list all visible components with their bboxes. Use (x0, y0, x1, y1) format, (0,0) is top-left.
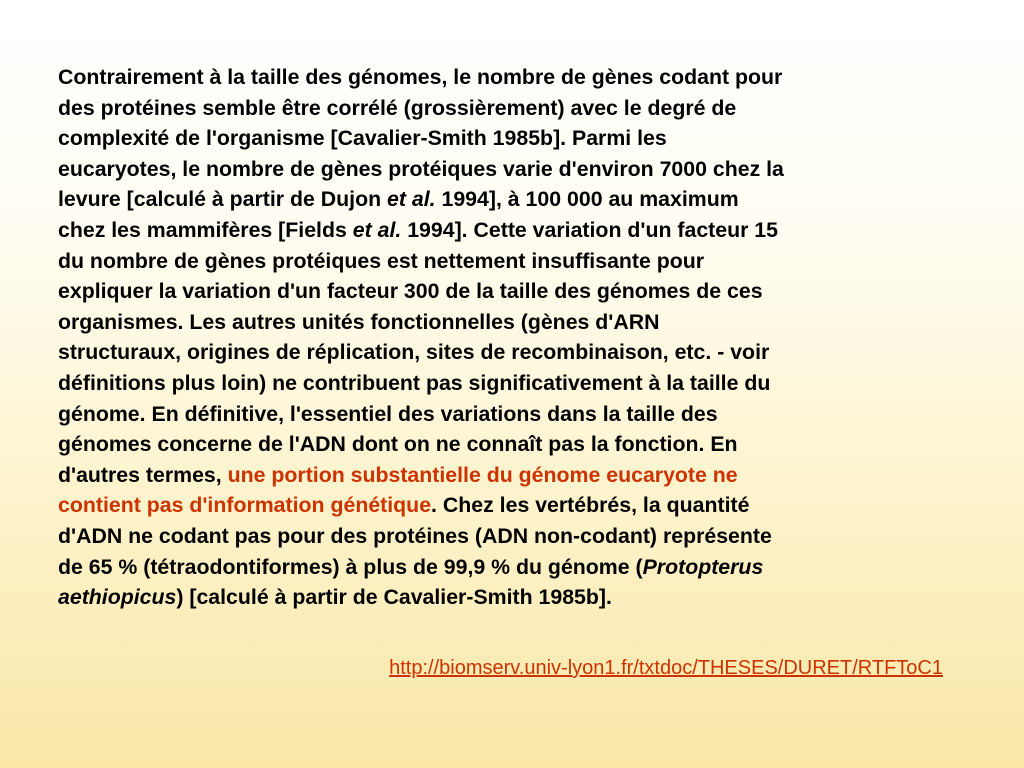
italic-citation: et al. (352, 217, 402, 242)
highlighted-statement: une portion substantielle du génome eucaryote ne contient pas d'information génétique (58, 462, 738, 518)
text-segment: 1994]. Cette variation d'un facteur 15 du nombre de gènes protéiques est nettement insuffisante pour expliquer la variation d'un facteur 300 de la taille des génomes de ces organismes. Les autres unités fonctionnelles (gènes d'ARN structuraux, origines de réplication, sites de recombinaison, etc. - voir définitions plus loin) ne contribuent pas significativement à la taille du génome. En définitive, l'essentiel des variations dans la taille des génomes concerne de l'ADN dont on ne connaît pas la fonction. En d'autres termes, (58, 217, 778, 487)
text-segment: 1994], à 100 000 au maximum chez les mammifères [Fields (58, 187, 739, 242)
text-segment: ) [calculé à partir de Cavalier-Smith 1985b]. (176, 585, 612, 610)
text-segment: Contrairement à la taille des génomes, le nombre de gènes codant pour des protéines semble être corrélé (grossièrement) avec le degré de complexité de l'organisme [Cavalier-Smith 1985b]. Parmi les eucaryotes, le nombre de gènes protéiques varie d'environ 7000 chez la levure [calculé à partir de Dujon (58, 65, 784, 212)
italic-citation: et al. (387, 187, 436, 212)
text-segment: . Chez les vertébrés, la quantité d'ADN ne codant pas pour des protéines (ADN non-codant) représente de 65 % (tétraodontiformes) à plus de 99,9 % du génome ( (58, 493, 772, 579)
body-paragraph (58, 62, 938, 613)
species-name: Protopterus aethiopicus (58, 554, 764, 610)
source-link[interactable]: http://biomserv.univ-lyon1.fr/txtdoc/THESES/DURET/RTFToC1 (389, 657, 943, 679)
